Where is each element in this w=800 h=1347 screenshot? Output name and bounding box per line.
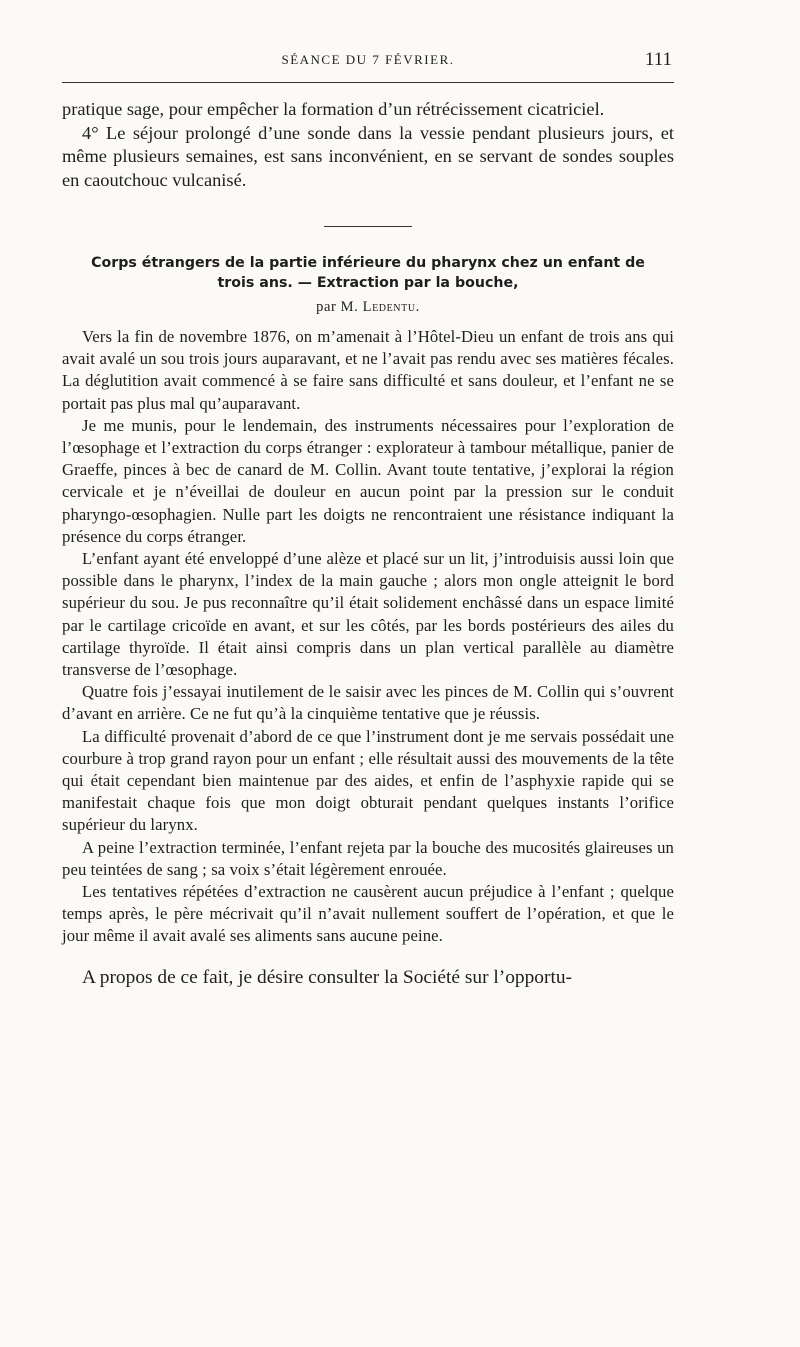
article-paragraph-5: La difficulté provenait d’abord de ce que l’instrument dont je me servais possédait une courbure à trop grand rayon pour un enfant ; elle résultait aussi des mouvements de la tête qui était cependant bien maintenue par des aides, et enfin de l’asphyxie rapide qui se manifestait chaque fois que mon doigt obturait pendant quelques instants l’orifice supérieur du larynx.	[62, 726, 674, 835]
article-paragraph-3: L’enfant ayant été enveloppé d’une alèze et placé sur un lit, j’introduisis aussi loin que possible dans le pharynx, l’index de la main gauche ; alors mon ongle atteignit le bord supérieur du sou. Je pus reconnaître qu’il était solidement enchâssé dans un espace limité par le cartilage cricoïde en avant, et sur les côtés, par les bords postérieurs des ailes du cartilage thyroïde. Il était ainsi compris dans un plan vertical parallèle au diamètre transverse de l’œsophage.	[62, 549, 674, 680]
article-paragraph-1: Vers la fin de novembre 1876, on m’amenait à l’Hôtel-Dieu un enfant de trois ans qui avait avalé un sou trois jours auparavant, et ne l’avait pas rendu avec ses matières fécales. La déglutition avait commencé à se faire sans difficulté et sans douleur, et l’enfant ne se portait pas plus mal qu’auparavant.	[62, 327, 674, 413]
article-paragraph-2: Je me munis, pour le lendemain, des instruments nécessaires pour l’exploration de l’œsophage et l’extraction du corps étranger : explorateur à tambour métallique, panier de Graeffe, pinces à bec de canard de M. Collin. Avant toute tentative, j’explorai la région cervicale et je n’éveillai de douleur en aucun point par la pression sur le conduit pharyngo-œsophagien. Nulle part les doigts ne rencontraient une résistance indiquant la présence du corps étranger.	[62, 415, 674, 546]
intro-paragraph-2: 4° Le séjour prolongé d’une sonde dans la vessie pendant plusieurs jours, et même plusieurs semaines, est sans inconvénient, en se servant de sondes souples en caoutchouc vulcanisé.	[62, 122, 674, 190]
page-header	[62, 50, 674, 74]
header-rule	[62, 82, 674, 83]
article-paragraph-4: Quatre fois j’essayai inutilement de le saisir avec les pinces de M. Collin qui s’ouvrent d’avant en arrière. Ce ne fut qu’à la cinquième tentative que je réussis.	[62, 682, 674, 724]
article-title: Corps étrangers de la partie inférieure du pharynx chez un enfant de trois ans. — Extraction par la bouche,	[91, 255, 645, 291]
intro-paragraph-1: pratique sage, pour empêcher la formation d’un rétrécissement cicatriciel.	[62, 99, 605, 119]
byline	[62, 299, 674, 316]
section-separator	[324, 226, 412, 227]
article-paragraph-6: A peine l’extraction terminée, l’enfant rejeta par la bouche des mucosités glaireuses un peu teintées de sang ; sa voix s’était légèrement enrouée.	[62, 837, 674, 879]
running-head: SÉANCE DU 7 FÉVRIER.	[281, 52, 455, 67]
page-body	[62, 98, 674, 990]
byline-prefix: par M.	[316, 299, 359, 315]
article-paragraph-7: Les tentatives répétées d’extraction ne causèrent aucun préjudice à l’enfant ; quelque temps après, le père mécrivait qu’il n’avait nullement souffert de l’opération, et que le jour même il avait avalé ses aliments sans aucune peine.	[62, 882, 674, 946]
closing-paragraph: A propos de ce fait, je désire consulter la Société sur l’opportu-	[82, 966, 573, 988]
author-name: Ledentu.	[362, 299, 420, 315]
page-number: 111	[644, 49, 672, 70]
